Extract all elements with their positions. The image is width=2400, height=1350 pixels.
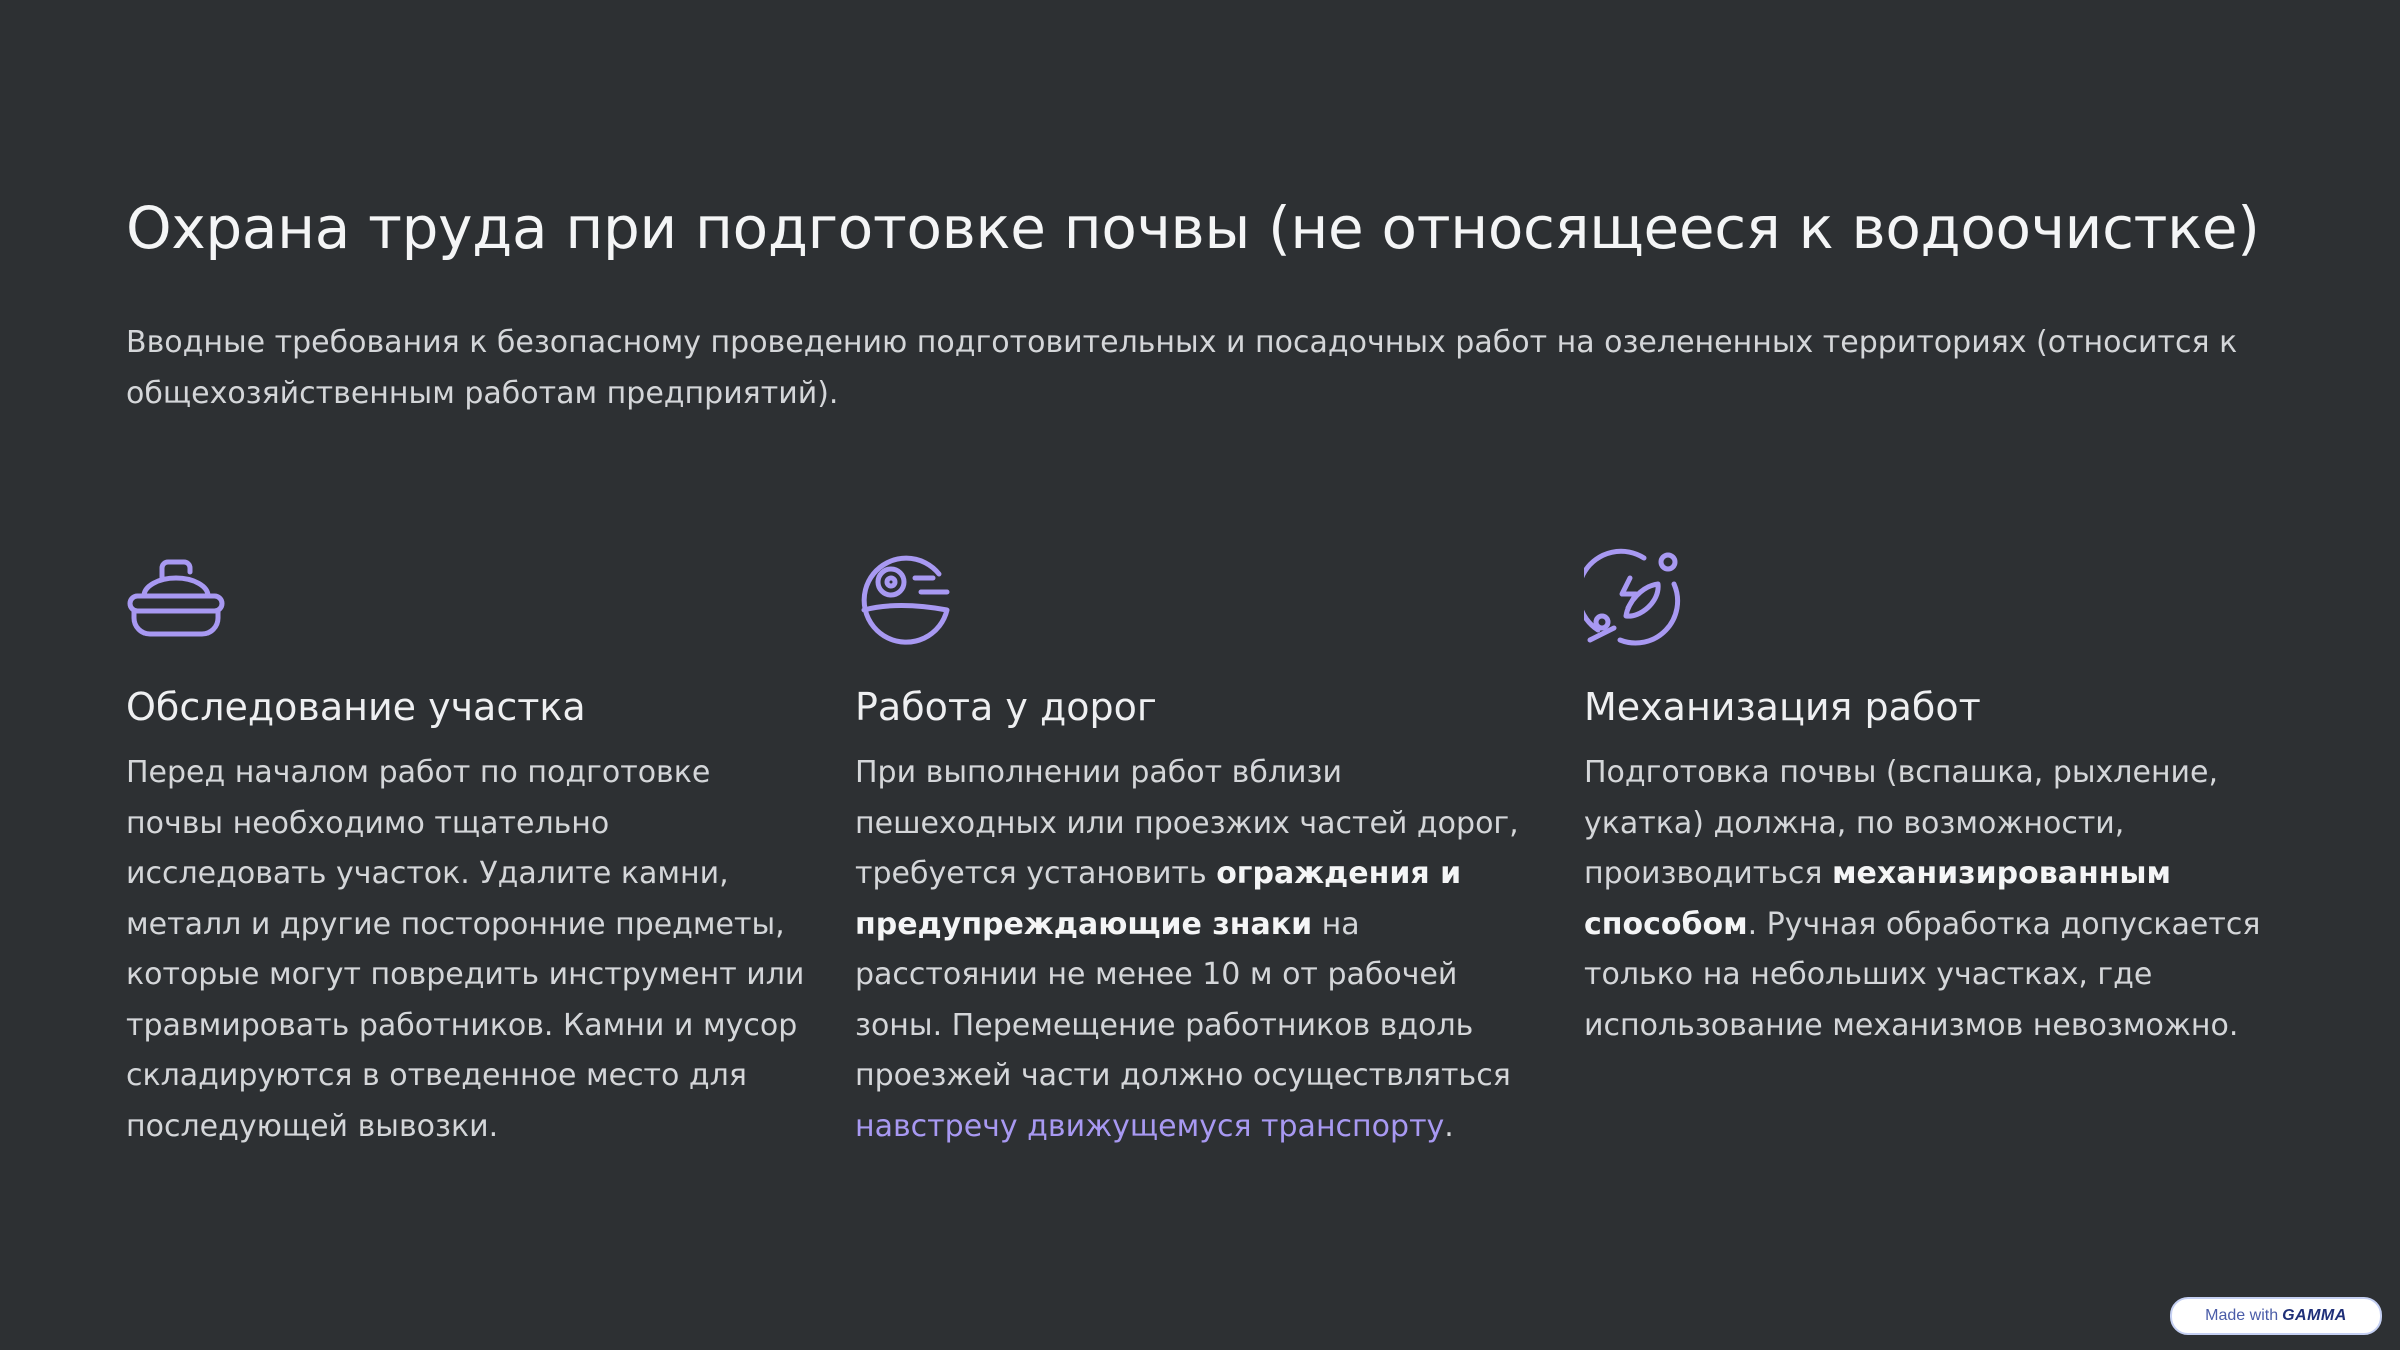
made-with-gamma-badge[interactable] — [2170, 1297, 2382, 1335]
planet-rocket-icon — [1584, 548, 1684, 648]
column-title: Работа у дорог — [855, 685, 1157, 729]
slide-intro: Вводные требования к безопасному проведению подготовительных и посадочных работ на озелененных территориях (относится к общехозяйственным работам предприятий). — [126, 325, 2238, 411]
gamma-logo: GAMMA — [2282, 1307, 2347, 1324]
slide — [126, 190, 2286, 1144]
emphasis-text: механизированным способом — [1584, 856, 2172, 942]
column-text: При выполнении работ вблизи пешеходных или проезжих частей дорог, требуется установить ограждения и предупреждающие знаки на расстоянии не менее 10 м от рабочей зоны. Перемещение работников вдоль проезжей части должно осуществляться навстречу движущемуся транспорту. — [855, 755, 1519, 1144]
curling-stone-icon — [126, 548, 226, 648]
column-road-work — [855, 548, 1545, 1152]
column-title: Механизация работ — [1584, 685, 1981, 729]
column-title: Обследование участка — [126, 685, 586, 729]
emphasis-text: ограждения и предупреждающие знаки — [855, 856, 1462, 942]
column-text: Подготовка почвы (вспашка, рыхление, укатка) должна, по возможности, производиться механизированным способом. Ручная обработка допускается только на небольших участках, где использование механизмов невозможно. — [1584, 755, 2261, 1043]
slide-title: Охрана труда при подготовке почвы (не относящееся к водоочистке) — [126, 194, 2260, 262]
column-text: Перед началом работ по подготовке почвы необходимо тщательно исследовать участок. Удалите камни, металл и другие посторонние предметы, которые могут повредить инструмент или травмировать работников. Камни и мусор складируются в отведенное место для последующей вывозки. — [126, 755, 805, 1144]
column-mechanization — [1584, 548, 2274, 1051]
highlight-link[interactable]: навстречу движущемуся транспорту — [855, 1108, 1445, 1144]
column-site-survey — [126, 548, 816, 1152]
death-star-icon — [855, 548, 955, 648]
badge-prefix: Made with — [2205, 1307, 2279, 1324]
